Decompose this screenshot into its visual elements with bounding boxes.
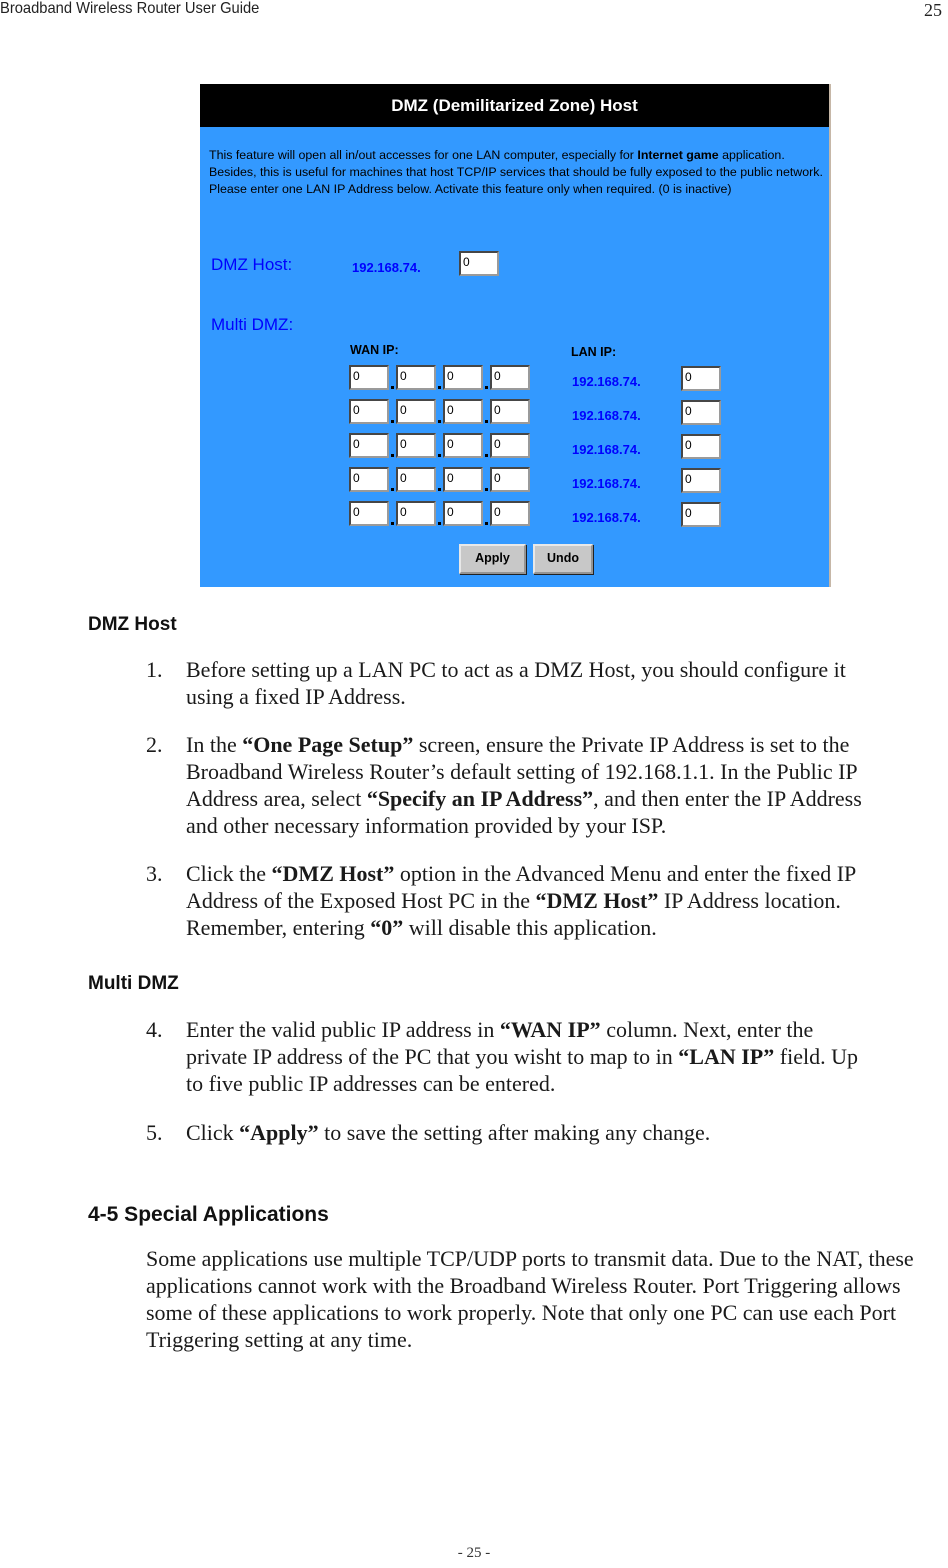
lan-ip-input[interactable]: 0 bbox=[681, 502, 721, 527]
dmz-description-bold: Internet game bbox=[637, 148, 719, 162]
lan-ip-header: LAN IP: bbox=[571, 345, 617, 359]
ip-dot-separator bbox=[438, 488, 441, 491]
list-item-continuation: Broadband Wireless Router’s default setting of 192.168.1.1. In the Public IP bbox=[186, 759, 858, 784]
list-item-line: 5. Click “Apply” to save the setting after making any change. bbox=[146, 1120, 711, 1145]
dmz-host-ip-prefix: 192.168.74. bbox=[352, 260, 421, 275]
wan-ip-octet-3-input[interactable]: 0 bbox=[443, 399, 483, 424]
list-number: 2. bbox=[146, 732, 163, 757]
dmz-description-text: This feature will open all in/out accesses for one LAN computer, especially for bbox=[209, 148, 638, 162]
wan-ip-octet-1-input[interactable]: 0 bbox=[349, 399, 389, 424]
ip-dot-separator bbox=[438, 420, 441, 423]
list-item bbox=[146, 1016, 946, 1097]
list-number: 5. bbox=[146, 1120, 163, 1145]
running-header-page-number: 25 bbox=[924, 0, 942, 20]
ip-dot-separator bbox=[485, 488, 488, 491]
ip-dot-separator bbox=[485, 454, 488, 457]
dmz-page-title: DMZ (Demilitarized Zone) Host bbox=[200, 84, 829, 127]
list-item-continuation: Remember, entering “0” will disable this application. bbox=[186, 915, 657, 940]
running-header-title: Broadband Wireless Router User Guide bbox=[0, 0, 260, 17]
special-applications-heading: 4-5 Special Applications bbox=[88, 1203, 329, 1226]
ip-dot-separator bbox=[438, 386, 441, 389]
ip-dot-separator bbox=[391, 420, 394, 423]
wan-ip-octet-4-input[interactable]: 0 bbox=[490, 501, 530, 526]
wan-ip-octet-2-input[interactable]: 0 bbox=[396, 433, 436, 458]
ip-dot-separator bbox=[391, 522, 394, 525]
wan-ip-octet-3-input[interactable]: 0 bbox=[443, 433, 483, 458]
list-number: 3. bbox=[146, 861, 163, 886]
ip-dot-separator bbox=[391, 386, 394, 389]
wan-ip-octet-2-input[interactable]: 0 bbox=[396, 501, 436, 526]
dmz-host-input[interactable]: 0 bbox=[459, 251, 499, 276]
multi-dmz-heading: Multi DMZ bbox=[88, 973, 179, 994]
wan-ip-octet-2-input[interactable]: 0 bbox=[396, 365, 436, 390]
wan-ip-octet-1-input[interactable]: 0 bbox=[349, 433, 389, 458]
list-item-continuation: using a fixed IP Address. bbox=[186, 684, 406, 709]
list-item-continuation: private IP address of the PC that you wisht to map to in “LAN IP” field. Up bbox=[186, 1044, 858, 1069]
dmz-host-heading: DMZ Host bbox=[88, 614, 177, 635]
wan-ip-octet-2-input[interactable]: 0 bbox=[396, 399, 436, 424]
lan-ip-prefix: 192.168.74. bbox=[572, 442, 641, 457]
ip-dot-separator bbox=[438, 454, 441, 457]
list-item-line: 4. Enter the valid public IP address in “WAN IP” column. Next, enter the bbox=[146, 1017, 814, 1042]
list-number: 4. bbox=[146, 1017, 163, 1042]
ip-dot-separator bbox=[485, 386, 488, 389]
wan-ip-octet-2-input[interactable]: 0 bbox=[396, 467, 436, 492]
wan-ip-octet-1-input[interactable]: 0 bbox=[349, 467, 389, 492]
special-applications-paragraph: Some applications use multiple TCP/UDP ports to transmit data. Due to the NAT, these applications cannot work with the Broadband Wireless Router. Port Triggering allows some of these applications to work properly. Note that only one PC can use each Port Triggering setting at any time. bbox=[146, 1246, 914, 1352]
dmz-host-label: DMZ Host: bbox=[211, 255, 293, 274]
list-item-continuation: and other necessary information provided by your ISP. bbox=[186, 813, 667, 838]
lan-ip-prefix: 192.168.74. bbox=[572, 476, 641, 491]
lan-ip-prefix: 192.168.74. bbox=[572, 408, 641, 423]
list-item-line: 2. In the “One Page Setup” screen, ensure the Private IP Address is set to the bbox=[146, 732, 850, 757]
list-item-continuation: Address of the Exposed Host PC in the “DMZ Host” IP Address location. bbox=[186, 888, 841, 913]
multi-dmz-label: Multi DMZ: bbox=[211, 315, 294, 334]
ip-dot-separator bbox=[391, 488, 394, 491]
lan-ip-input[interactable]: 0 bbox=[681, 434, 721, 459]
list-item-line: 1. Before setting up a LAN PC to act as a DMZ Host, you should configure it bbox=[146, 657, 846, 682]
list-item bbox=[146, 656, 946, 710]
ip-dot-separator bbox=[485, 522, 488, 525]
list-item-line: 3. Click the “DMZ Host” option in the Advanced Menu and enter the fixed IP bbox=[146, 861, 857, 886]
list-item bbox=[146, 860, 946, 941]
lan-ip-input[interactable]: 0 bbox=[681, 400, 721, 425]
ip-dot-separator bbox=[391, 454, 394, 457]
dmz-screenshot-panel bbox=[200, 84, 831, 587]
list-item-continuation: Address area, select “Specify an IP Address”, and then enter the IP Address bbox=[186, 786, 862, 811]
lan-ip-input[interactable]: 0 bbox=[681, 366, 721, 391]
wan-ip-octet-4-input[interactable]: 0 bbox=[490, 399, 530, 424]
dmz-description-text-2: application. Besides, this is useful for machines that host TCP/IP services that should be fully exposed to the public network. Please enter one LAN IP Address below. Activate this feature only when required. (0 is inactive) bbox=[209, 148, 823, 196]
wan-ip-octet-1-input[interactable]: 0 bbox=[349, 365, 389, 390]
wan-ip-octet-1-input[interactable]: 0 bbox=[349, 501, 389, 526]
page-footer: - 25 - bbox=[457, 1545, 491, 1561]
wan-ip-octet-3-input[interactable]: 0 bbox=[443, 501, 483, 526]
ip-dot-separator bbox=[438, 522, 441, 525]
lan-ip-prefix: 192.168.74. bbox=[572, 374, 641, 389]
list-item bbox=[146, 1119, 946, 1146]
wan-ip-octet-3-input[interactable]: 0 bbox=[443, 365, 483, 390]
wan-ip-header: WAN IP: bbox=[350, 343, 399, 357]
wan-ip-octet-4-input[interactable]: 0 bbox=[490, 365, 530, 390]
wan-ip-octet-3-input[interactable]: 0 bbox=[443, 467, 483, 492]
undo-button[interactable]: Undo bbox=[533, 544, 593, 574]
wan-ip-octet-4-input[interactable]: 0 bbox=[490, 433, 530, 458]
list-number: 1. bbox=[146, 657, 163, 682]
lan-ip-input[interactable]: 0 bbox=[681, 468, 721, 493]
apply-button[interactable]: Apply bbox=[459, 544, 526, 574]
ip-dot-separator bbox=[485, 420, 488, 423]
wan-ip-octet-4-input[interactable]: 0 bbox=[490, 467, 530, 492]
dmz-description bbox=[209, 147, 826, 198]
list-item bbox=[146, 731, 946, 839]
lan-ip-prefix: 192.168.74. bbox=[572, 510, 641, 525]
list-item-continuation: to five public IP addresses can be entered. bbox=[186, 1071, 556, 1096]
